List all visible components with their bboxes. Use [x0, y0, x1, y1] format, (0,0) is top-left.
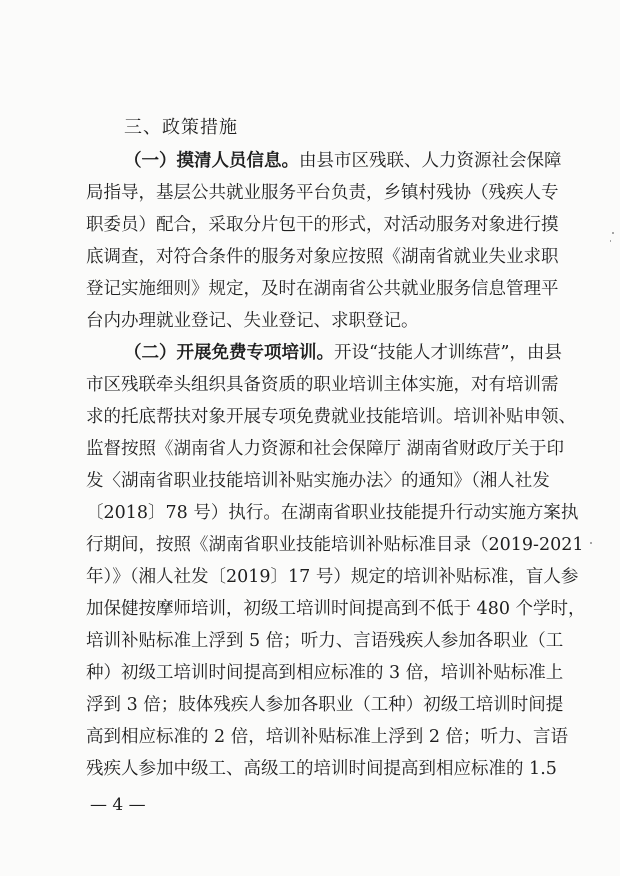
paragraph-2-line-8: 年）》（湘人社发〔2019〕17 号）规定的培训补贴标准，盲人参	[86, 567, 579, 587]
scan-speck	[590, 542, 592, 544]
paragraph-1-line-3: 职委员）配合，采取分片包干的形式，对活动服务对象进行摸	[86, 215, 559, 235]
paragraph-1-line-1	[124, 150, 562, 172]
paragraph-1-line-2: 局指导，基层公共就业服务平台负责，乡镇村残协（残疾人专	[86, 183, 559, 203]
paragraph-2-line-12: 浮到 3 倍；肢体残疾人参加各职业（工种）初级工培训时间提	[86, 695, 564, 715]
scan-speck	[610, 240, 611, 242]
paragraph-2-line-13: 高到相应标准的 2 倍，培训补贴标准上浮到 2 倍；听力、言语	[86, 727, 569, 747]
paragraph-2-heading: （二）开展免费专项培训。	[124, 343, 334, 363]
paragraph-1-heading: （一）摸清人员信息。	[124, 151, 299, 171]
paragraph-2-line-1	[124, 342, 562, 364]
paragraph-2-line-10: 培训补贴标准上浮到 5 倍；听力、言语残疾人参加各职业（工	[86, 631, 564, 651]
paragraph-2-line-4: 监督按照《湖南省人力资源和社会保障厅 湖南省财政厅关于印	[86, 439, 565, 459]
paragraph-2-line-5: 发〈湖南省职业技能培训补贴实施办法〉的通知》（湘人社发	[86, 471, 550, 491]
paragraph-1-line-4: 底调查，对符合条件的服务对象应按照《湖南省就业失业求职	[86, 247, 559, 267]
paragraph-2-line-9: 加保健按摩师培训，初级工培训时间提高到不低于 480 个学时，	[86, 599, 586, 619]
scan-speck	[612, 232, 614, 234]
paragraph-2-line-7: 行期间，按照《湖南省职业技能培训补贴标准目录（2019-2021	[86, 535, 584, 555]
section-heading: 三、政策措施	[124, 117, 238, 138]
paragraph-2-text: 开设“技能人才训练营”，由县	[334, 343, 562, 363]
paragraph-2-line-3: 求的托底帮扶对象开展专项免费就业技能培训。培训补贴申领、	[86, 407, 576, 427]
paragraph-1-line-5: 登记实施细则》规定，及时在湖南省公共就业服务信息管理平	[86, 279, 559, 299]
paragraph-2-line-14: 残疾人参加中级工、高级工的培训时间提高到相应标准的 1.5	[86, 759, 557, 779]
paragraph-2-line-2: 市区残联牵头组织具备资质的职业培训主体实施，对有培训需	[86, 375, 559, 395]
page-number: — 4 —	[90, 795, 146, 815]
paragraph-2-line-11: 种）初级工培训时间提高到相应标准的 3 倍，培训补贴标准上	[86, 663, 564, 683]
paragraph-1-text: 由县市区残联、人力资源社会保障	[299, 151, 562, 171]
paragraph-2-line-6: 〔2018〕78 号）执行。在湖南省职业技能提升行动实施方案执	[86, 503, 579, 523]
paragraph-1-line-6: 台内办理就业登记、失业登记、求职登记。	[86, 311, 419, 331]
